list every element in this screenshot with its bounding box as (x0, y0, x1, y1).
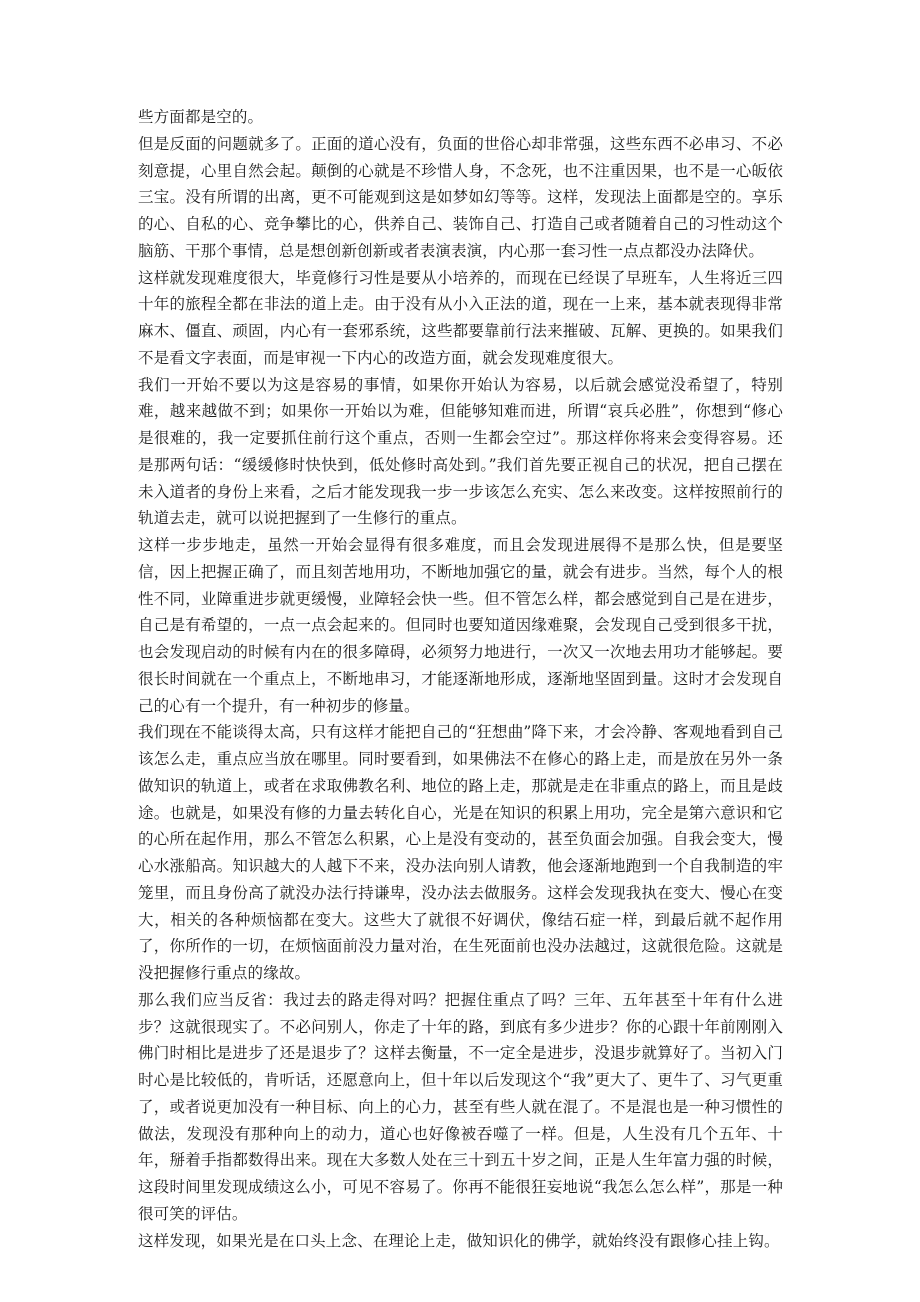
body-text (138, 104, 783, 1254)
paragraph-2: 但是反面的问题就多了。正面的道心没有，负面的世俗心却非常强，这些东西不必串习、不必刻意提，心里自然会起。颠倒的心就是不珍惜人身，不念死，也不注重因果，也不是一心皈依三宝。没有所谓的出离，更不可能观到这是如梦如幻等等。这样，发现法上面都是空的。享乐的心、自私的心、竞争攀比的心，供养自己、装饰自己、打造自己或者随着自己的习性动这个脑筋、干那个事情，总是想创新创新或者表演表演，内心那一套习性一点点都没办法降伏。 (138, 134, 783, 260)
paragraph-5: 这样一步步地走，虽然一开始会显得有很多难度，而且会发现进展得不是那么快，但是要坚信，因上把握正确了，而且刻苦地用功，不断地加强它的量，就会有进步。当然，每个人的根性不同，业障重进步就更缓慢，业障轻会快一些。但不管怎么样，都会感觉到自己是在进步，自己是有希望的，一点一点会起来的。但同时也要知道因缘难聚，会发现自己受到很多干扰，也会发现启动的时候有内在的很多障碍，必须努力地进行，一次又一次地去用功才能够起。要很长时间就在一个重点上，不断地串习，才能逐渐地形成，逐渐地坚固到量。这时才会发现自己的心有一个提升，有一种初步的修量。 (138, 536, 783, 715)
paragraph-8: 这样发现，如果光是在口头上念、在理论上走，做知识化的佛学，就始终没有跟修心挂上钩。 (138, 1231, 780, 1250)
paragraph-6: 我们现在不能谈得太高，只有这样才能把自己的“狂想曲”降下来，才会冷静、客观地看到自己该怎么走，重点应当放在哪里。同时要看到，如果佛法不在修心的路上走，而是放在另外一条做知识的轨道上，或者在求取佛教名利、地位的路上走，那就是走在非重点的路上，而且是歧途。也就是，如果没有修的力量去转化自心，光是在知识的积累上用功，完全是第六意识和它的心所在起作用，那么不管怎么积累，心上是没有变动的，甚至负面会加强。自我会变大，慢心水涨船高。知识越大的人越下不来，没办法向别人请教，他会逐渐地跑到一个自我制造的牢笼里，而且身份高了就没办法行持谦卑，没办法去做服务。这样会发现我执在变大、慢心在变大，相关的各种烦恼都在变大。这些大了就很不好调伏，像结石症一样，到最后就不起作用了，你所作的一切，在烦恼面前没力量对治，在生死面前也没办法越过，这就很危险。这就是没把握修行重点的缘故。 (138, 723, 783, 982)
paragraph-4: 我们一开始不要以为这是容易的事情，如果你开始认为容易，以后就会感觉没希望了，特别难，越来越做不到；如果你一开始以为难，但能够知难而进，所谓“哀兵必胜”，你想到“修心是很难的，我一定要抓住前行这个重点，否则一生都会空过”。那这样你将来会变得容易。还是那两句话：“缓缓修时快快到，低处修时高处到。”我们首先要正视自己的状况，把自己摆在未入道者的身份上来看，之后才能发现我一步一步该怎么充实、怎么来改变。这样按照前行的轨道去走，就可以说把握到了一生修行的重点。 (138, 375, 783, 528)
paragraph-7: 那么我们应当反省：我过去的路走得对吗？把握住重点了吗？三年、五年甚至十年有什么进步？这就很现实了。不必问别人，你走了十年的路，到底有多少进步？你的心跟十年前刚刚入佛门时相比是进步了还是退步了？这样去衡量，不一定全是进步，没退步就算好了。当初入门时心是比较低的，肯听话，还愿意向上，但十年以后发现这个“我”更大了、更牛了、习气更重了，或者说更加没有一种目标、向上的心力，甚至有些人就在混了。不是混也是一种习惯性的做法，发现没有那种向上的动力，道心也好像被吞噬了一样。但是，人生没有几个五年、十年，掰着手指都数得出来。现在大多数人处在三十到五十岁之间，正是人生年富力强的时候，这段时间里发现成绩这么小，可见不容易了。你再不能很狂妄地说“我怎么怎么样”，那是一种很可笑的评估。 (138, 990, 783, 1223)
paragraph-1: 些方面都是空的。 (138, 108, 264, 126)
paragraph-3: 这样就发现难度很大，毕竟修行习性是要从小培养的，而现在已经误了早班车，人生将近三四十年的旅程全都在非法的道上走。由于没有从小入正法的道，现在一上来，基本就表现得非常麻木、僵直、顽固，内心有一套邪系统，这些都要靠前行法来摧破、瓦解、更换的。如果我们不是看文字表面，而是审视一下内心的改造方面，就会发现难度很大。 (138, 268, 783, 367)
